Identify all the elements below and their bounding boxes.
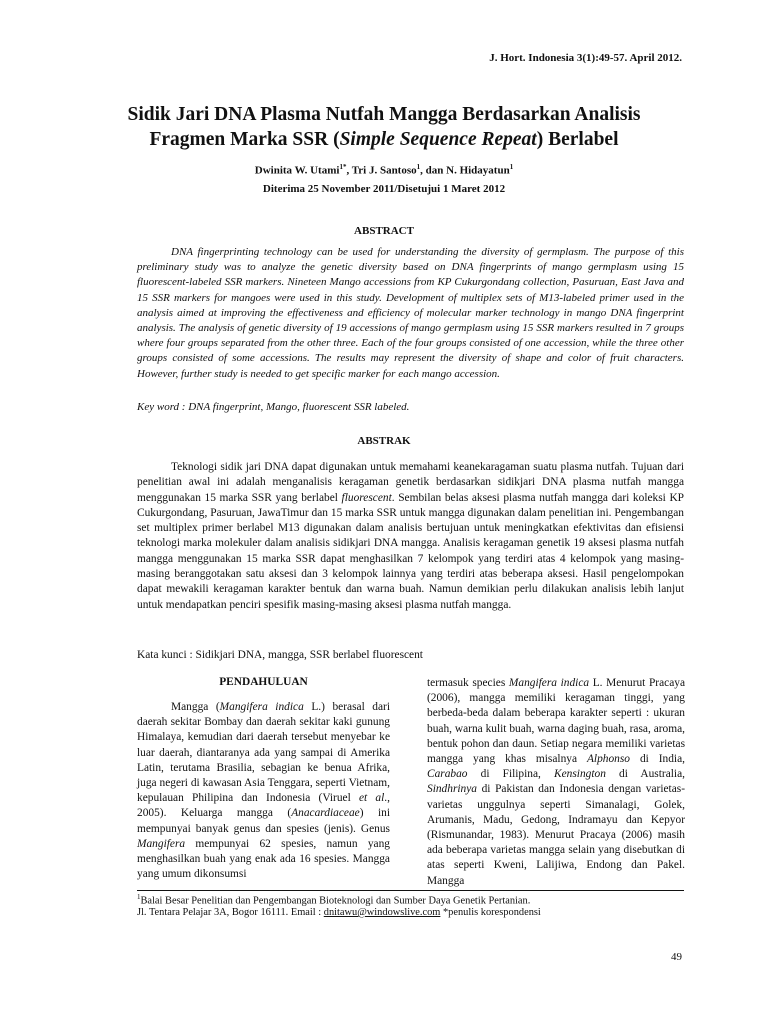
footnote-address-text: Jl. Tentara Pelajar 3A, Bogor 16111. Email : — [137, 907, 324, 918]
title-line1: Sidik Jari DNA Plasma Nutfah Mangga Berdasarkan Analisis — [127, 104, 641, 125]
title-line2-prefix: Fragmen Marka SSR ( — [149, 129, 340, 150]
footnote-affiliation — [137, 893, 684, 906]
indonesian-keywords: Kata kunci : Sidikjari DNA, mangga, SSR berlabel fluorescent — [137, 649, 423, 661]
received-accepted-dates: Diterima 25 November 2011/Disetujui 1 Maret 2012 — [262, 183, 506, 195]
left-italic-1: Mangifera indica — [219, 701, 304, 713]
pendahuluan-right-paragraph — [427, 676, 685, 889]
footnote-divider — [137, 890, 684, 891]
article-title — [120, 102, 648, 152]
right-text-5: di Australia, — [605, 768, 685, 781]
right-text-4: di Filipina, — [467, 768, 555, 781]
right-text-3: di India, — [630, 753, 686, 766]
right-italic-2: Alphonso — [586, 753, 631, 766]
author-1-affiliation: 1* — [339, 163, 347, 171]
journal-reference: J. Hort. Indonesia 3(1):49-57. April 2012. — [489, 52, 682, 64]
left-text-3: ., 2005). Keluarga mangga ( — [137, 792, 390, 820]
abstrak-text-2: . Sembilan belas aksesi plasma nutfah mangga dari koleksi KP Cukurgondang, Pasuruan, JawaTimur dan 15 marka SSR untuk mangga digunakan dalam penelitian ini. Pengembangan set multiplex primer berlabel M13 digunakan dalam analisis bertujuan untuk meningkatkan efektivitas dan efisiensi teknologi marka molekuler dalam analisis sidikjari DNA mangga. Analisis keragaman genetik 19 aksesi plasma nutfah mangga menggunakan 15 marka SSR dapat menghasilkan 7 kelompok yang terdiri atas 4 kelompok yang masing-masing beranggotakan satu aksesi dan 3 kelompok lainnya yang terdiri atas beberapa aksesi. Hasil pengelompokan dapat mewakili keragaman karakter bentuk dan warna buah. Namun demikian perlu dilakukan analisis lebih lanjut untuk mendapatkan penciri spesifik masing-masing aksesi plasma nutfah mangga. — [137, 491, 685, 611]
right-italic-5: Sindhrinya — [427, 783, 477, 796]
right-text-6: di Pakistan dan Indonesia dengan varietas-varietas unggulnya seperti Simanalagi, Golek, Arumanis, Madu, Gedong, Indramayu dan Kepyor (Rismunandar, 1983). Menurut Pracaya (2006) masih ada beberapa varietas mangga selain yang disebutkan di atas seperti Kweni, Lalijiwa, Endong dan Pakel. Mangga — [427, 783, 685, 887]
left-text-5: mempunyai 62 spesies, namun yang menghasilkan buah yang enak ada 16 spesies. Mangga yang umum dikonsumsi — [137, 837, 390, 881]
left-italic-2: et al — [358, 792, 385, 805]
author-2-affiliation: 1 — [416, 163, 421, 171]
author-2: , Tri J. Santoso — [346, 164, 417, 177]
abstrak-text-1: Teknologi sidik jari DNA dapat digunakan untuk memahami keanekaragaman suatu plasma nutfah. Tujuan dari penelitian awal ini adalah menganalisis keragaman genetik berdasarkan sidikjari DNA plasma nutfah mangga menggunakan 15 marka SSR yang berlabel — [137, 461, 684, 504]
pendahuluan-heading: PENDAHULUAN — [219, 676, 308, 688]
right-italic-3: Carabao — [427, 768, 468, 781]
left-text-2: L.) berasal dari daerah sekitar Bombay dan daerah sekitar kaki gunung Himalaya, kemudian dari daerah tersebut menyebar ke luar daerah, diantaranya ada yang sampai di Amerika Latin, terutama Brasilia, sebagian ke benua Afrika, juga negeri di kawasan Asia Tenggara, seperti Vietnam, kepulauan Philipina dan Indonesia (Viruel — [137, 701, 390, 805]
left-text-4: ) ini mempunyai banyak genus dan spesies (jenis). Genus — [137, 807, 390, 835]
author-3: , dan N. Hidayatun — [420, 164, 510, 177]
author-3-affiliation: 1 — [509, 163, 514, 171]
abstract-heading: ABSTRACT — [354, 225, 414, 237]
footnote-correspondence: *penulis korespondensi — [440, 907, 541, 918]
left-italic-3: Anacardiaceae — [291, 807, 360, 820]
author-1: Dwinita W. Utami — [254, 164, 340, 177]
right-italic-4: Kensington — [554, 768, 606, 781]
abstract-body: DNA fingerprinting technology can be used for understanding the diversity of germplasm. The purpose of this preliminary study was to analyze the genetic diversity based on DNA fingerprints of mango germplasm using 15 fluorescent-labeled SSR markers. Nineteen Mango accessions from KP Cukurgondang collection, Pasuruan, East Java and 15 SSR markers for mangoes were used in this study. Development of multiplex sets of M13-labeled primer used in the analysis aimed at improving the effectiveness and efficiency of molecular marker technology in mango DNA fingerprint analysis. The analysis of genetic diversity of 19 accessions of mango germplasm using 15 SSR markers resulted in 7 groups where four groups separated from the other three. Each of the four groups consisted of one accession, while the three other groups consisted of some accessions. The results may represent the diversity of shape and color of fruit characters. However, further study is needed to get specific marker for each mango accession. — [137, 246, 684, 380]
english-keywords: Key word : DNA fingerprint, Mango, fluorescent SSR labeled. — [137, 401, 410, 413]
right-column — [427, 676, 685, 889]
left-text-1: Mangga ( — [171, 701, 220, 713]
left-column — [137, 676, 390, 882]
footnote-address — [137, 907, 684, 918]
right-italic-1: Mangifera indica — [508, 677, 590, 689]
pendahuluan-left-paragraph — [137, 700, 390, 882]
left-italic-4: Mangifera — [137, 837, 186, 850]
abstrak-italic-term: fluorescent — [341, 491, 392, 504]
right-text-1: termasuk species — [427, 677, 509, 689]
title-line2-italic: Simple Sequence Repeat — [339, 129, 537, 150]
footnote-institution: Balai Besar Penelitian dan Pengembangan Bioteknologi dan Sumber Daya Genetik Pertanian. — [140, 895, 531, 907]
page-number: 49 — [671, 951, 682, 963]
author-email-link[interactable]: dnitawu@windowslive.com — [323, 907, 441, 918]
title-line2-suffix: ) Berlabel — [536, 129, 619, 150]
footnote-marker: 1 — [137, 893, 141, 901]
right-text-2: L. Menurut Pracaya (2006), mangga memiliki keragaman tinggi, yang berbeda-beda dalam beberapa karakter seperti : ukuran buah, warna kulit buah, warna daging buah, rasa, aroma, bentuk pohon dan daun. Setiap negara memiliki varietas mangga yang khas misalnya — [427, 677, 686, 766]
author-list — [100, 163, 668, 177]
abstrak-heading: ABSTRAK — [357, 435, 411, 447]
abstrak-body — [137, 460, 684, 613]
